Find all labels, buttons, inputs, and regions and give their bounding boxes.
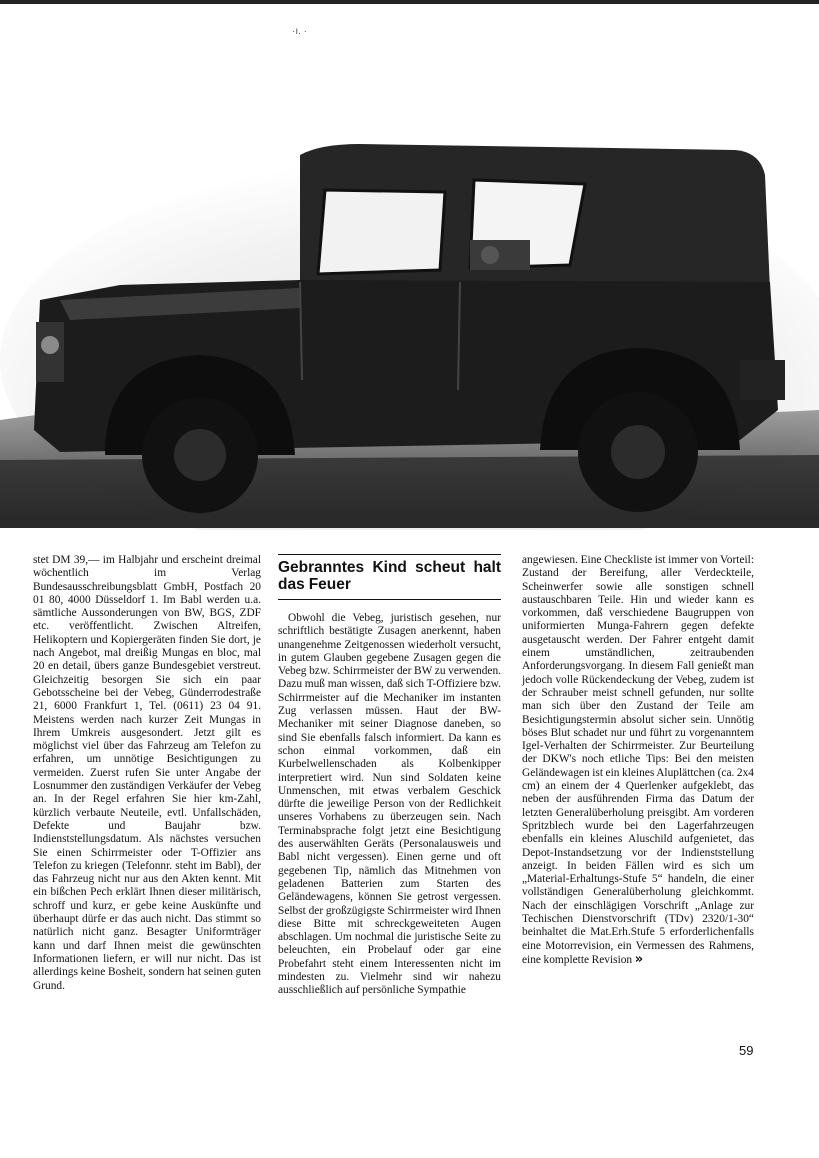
photo-bottom-rule <box>0 516 819 528</box>
article-column-3 <box>522 554 754 967</box>
article-column-2 <box>278 554 501 998</box>
article-column-1 <box>33 554 261 993</box>
page-number: 59 <box>739 1043 754 1058</box>
column-1-text: stet DM 39,— im Halbjahr und erscheint dreimal wöchentlich im Verlag Bundesausschreibungsblatt GmbH, Postfach 20 01 80, 4000 Düsseldorf 1. Im Babl werden u.a. sämtliche Aussonderungen von BW, BGS, ZDF etc. veröffentlicht. Zwischen Altreifen, Helikoptern und Kopiergeräten finden Sie dort, je nach Angebot, mal dreißig Mungas en bloc, mal 20 en detail, übers ganze Bundesgebiet verstreut. Gleichzeitig besorgen Sie sich ein paar Gebotsscheine bei der Vebeg, Günderrodestraße 21, 6000 Frankfurt 1, Tel. (0611) 23 04 91. Meistens werden nach kurzer Zeit Mungas in Ihrem Umkreis ausgesondert. Jetzt gilt es möglichst viel über das Fahrzeug am Telefon zu erfahren, um unnötige Besichtigungen zu vermeiden. Zuerst rufen Sie unter Angabe der Losnummer den zuständigen Verkäufer der Vebeg an. In der Regel erfahren Sie hier km-Zahl, kürzlich verbaute Neuteile, evtl. Unfallschäden, Defekte und Baujahr bzw. Indienststellungsdatum. Als nächstes versuchen Sie einen Schirrmeister oder T-Offizier ans Telefon zu kriegen (Telefonnr. steht im Babl), der das Fahrzeug nicht nur aus den Akten kennt. Mit ein bißchen Pech erklärt Ihnen dieser militärisch, schroff und kurz, er gebe keine Auskünfte und überhaupt dürfe er das auch nicht. Das stimmt so natürlich nicht ganz. Besagter Uniformträger kann und darf Ihnen meist die gewünschten Informationen liefern, er will nur nicht. Das ist allerdings keine Bosheit, sondern hat seinen guten Grund. <box>33 554 261 992</box>
column-2-text: Obwohl die Vebeg, juristisch gesehen, nur schriftlich bestätigte Zusagen anerkennt, haben unangenehme Zeitgenossen wiederholt versucht, in gutem Glauben gegebene Zusagen gegen die Vebeg bzw. Schirrmeister der BW zu verwenden. Dazu muß man wissen, daß sich T-Offiziere bzw. Schirrmeister auf die Mechaniker im instanten Zug verlassen müssen. Haut der BW-Mechaniker mit seiner Diagnose daneben, so sind Sie ebenfalls falsch informiert. Da kann es schon einmal vorkommen, daß ein Kurbelwellenschaden als Kolbenkipper interpretiert wird. Nun sind Soldaten keine Unmenschen, mit etwas verbalem Geschick dürfte die jeweilige Person von der Redlichkeit unseres Vorhabens zu überzeugen sein. Nach Terminabsprache folgt jetzt eine Besichtigung des auserwählten Geräts (Personalausweis und Babl nicht vergessen). Einen gerne und oft gegebenen Tip, nämlich das Mitnehmen von geladenen Batterien zum Starten des Geländewagens, können Sie getrost vergessen. Selbst der großzügigste Schirrmeister wird Ihnen diese Bitte mit schreckgeweiteten Augen abschlagen. Um nochmal die juristische Seite zu beleuchten, ein Probelauf oder gar eine Probefahrt steht einem Interessenten nicht im mindesten zu. Vielmehr sind wir nahezu ausschließlich auf persönliche Sympathie <box>278 612 501 997</box>
top-speck: ·ı. · <box>292 26 307 37</box>
column-3-body: angewiesen. Eine Checkliste ist immer von Vorteil: Zustand der Bereifung, aller Verdeckteile, Scheinwerfer sowie alle sonstigen schnell austauschbaren Teile. Hin und wieder kann es vorkommen, daß verschiedene Baugruppen von uniformierten Munga-Fahrern gegen defekte ausgetauscht werden. Der Fahrer entgeht damit einem umständlichen, zeitraubenden Anforderungsvorgang. In diesem Fall genießt man jedoch volle Rückendeckung der Vebeg, zudem ist der Schrauber meist schnell gefunden, nur sollte man sich über den Zustand der Teile am Besichtigungstermin absolut sicher sein. Unnötig böses Blut schadet nur und führt zu vorgenanntem Igel-Verhalten der Schirrmeister. Zur Beurteilung der DKW's noch etliche Tips: Bei den meisten Geländewagen ist ein kleines Aluplättchen (ca. 2x4 cm) an einem der 4 Querlenker aufgeklebt, das neben der ausführenden Firma das Datum der letzten Generalüberholung preisgibt. Am vorderen Spritzblech wurde bei den Lagerfahrzeugen ebenfalls ein kleines Aluschild aufgenietet, das Depot-Instandsetzung vor der Indienststellung anzeigt. In beiden Fällen wird es sich um „Material-Erhaltungs-Stufe 5“ handeln, die einer vollständigen Generalüberholung gleichkommt. Nach der einschlägigen Vorschrift „Anlage zur Techischen Dienstvorschrift (TDv) 2320/1-30“ beinhaltet die Mat.Erh.Stufe 5 erforderlichenfalls eine Motorrevision, ein Vermessen des Rahmens, eine komplette Revision <box>522 554 754 966</box>
photo-caption: Munga 6 <box>376 534 425 548</box>
continue-arrow-icon: » <box>634 951 644 967</box>
section-headline: Gebranntes Kind scheut halt das Feuer <box>278 559 501 593</box>
top-rule <box>0 0 819 4</box>
vehicle-photo <box>0 60 819 548</box>
headline-box <box>278 554 501 600</box>
column-3-text <box>522 554 754 967</box>
